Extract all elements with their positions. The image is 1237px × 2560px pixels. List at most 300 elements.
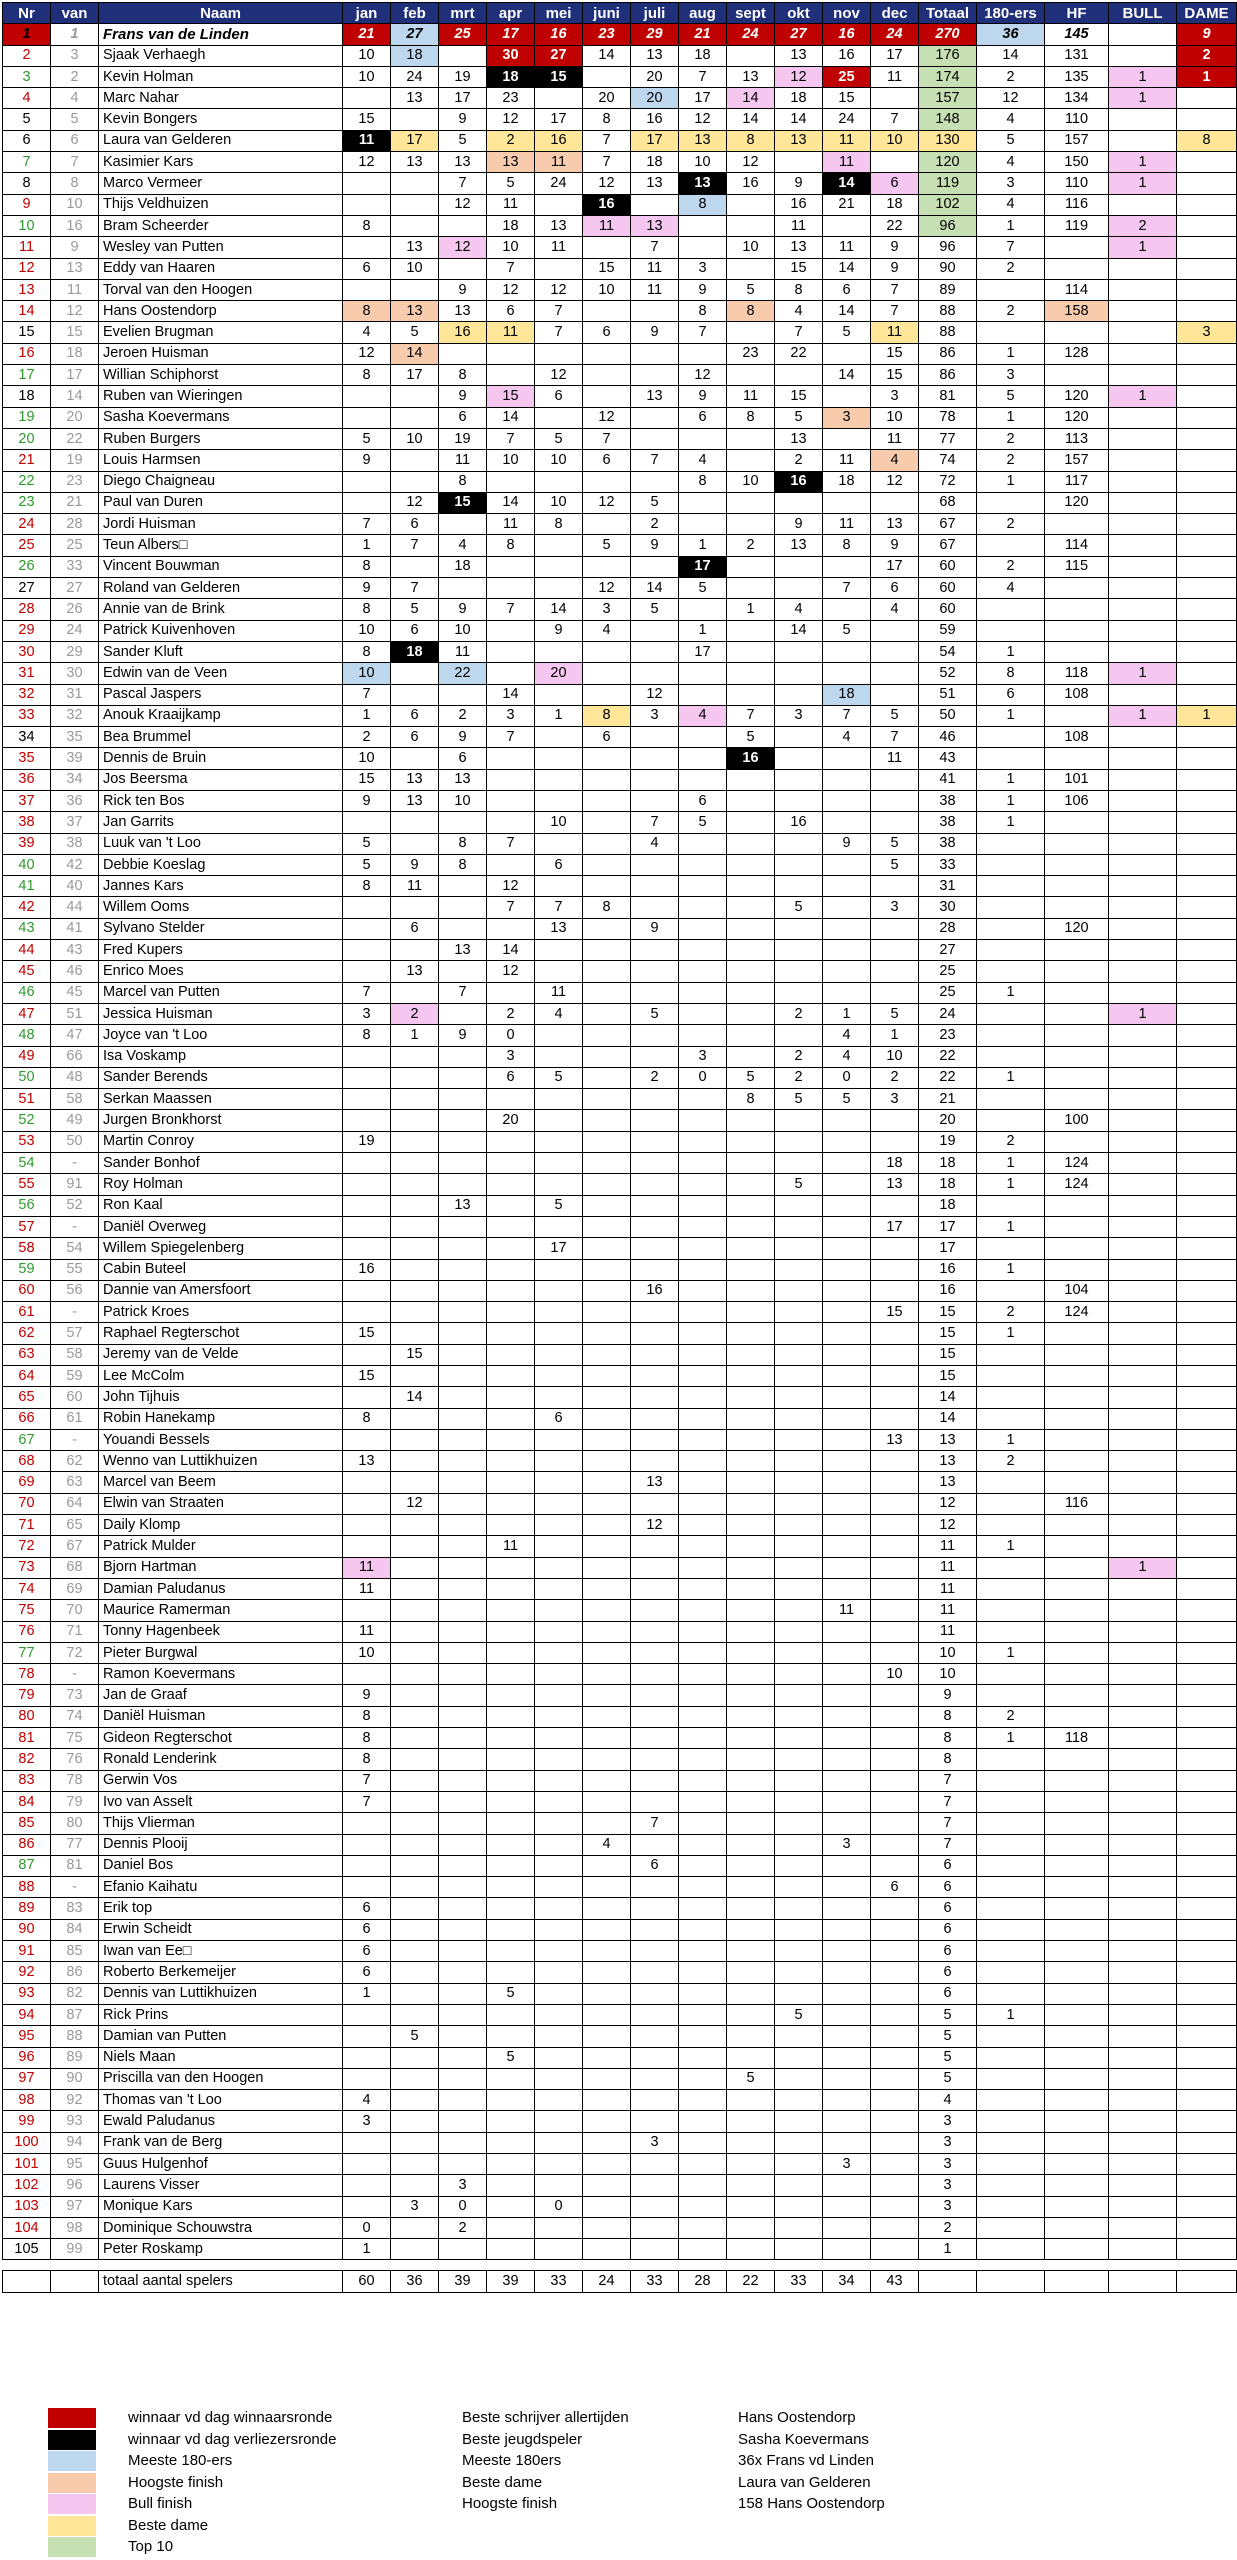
- player-name: Dominique Schouwstra: [99, 2217, 343, 2238]
- cell-feb: [391, 1855, 439, 1876]
- cell-apr: [487, 1451, 535, 1472]
- cell-jan: 11: [343, 130, 391, 151]
- cell-juni: [583, 343, 631, 364]
- cell-dec: 6: [871, 578, 919, 599]
- cell-180-ers: [977, 2090, 1045, 2111]
- cell-juni: [583, 1749, 631, 1770]
- cell-apr: [487, 1621, 535, 1642]
- cell-juli: [631, 897, 679, 918]
- cell-dame: [1177, 301, 1237, 322]
- cell-totaal: 59: [919, 620, 977, 641]
- cell-dec: 5: [871, 705, 919, 726]
- cell-dame: [1177, 1387, 1237, 1408]
- cell-jan: 6: [343, 1919, 391, 1940]
- table-row: [3, 2175, 1237, 2196]
- col-header-totaal[interactable]: Totaal: [919, 3, 977, 24]
- previous-rank-cell: -: [51, 1877, 99, 1898]
- cell-sept: [727, 940, 775, 961]
- cell-hf: [1045, 982, 1109, 1003]
- table-row: [3, 2068, 1237, 2089]
- cell-aug: [679, 1728, 727, 1749]
- cell-juni: [583, 2217, 631, 2238]
- cell-180-ers: [977, 1770, 1045, 1791]
- player-name: Daniël Overweg: [99, 1216, 343, 1237]
- cell-mei: [535, 727, 583, 748]
- table-row: [3, 1302, 1237, 1323]
- previous-rank-cell: 44: [51, 897, 99, 918]
- cell-mrt: [439, 1791, 487, 1812]
- cell-juli: [631, 1408, 679, 1429]
- cell-mei: [535, 1323, 583, 1344]
- cell-juli: [631, 1536, 679, 1557]
- col-header-sept[interactable]: sept: [727, 3, 775, 24]
- cell-feb: [391, 1600, 439, 1621]
- cell-mei: [535, 1216, 583, 1237]
- cell-hf: [1045, 1046, 1109, 1067]
- col-header-juni[interactable]: juni: [583, 3, 631, 24]
- cell-dec: 7: [871, 301, 919, 322]
- cell-mrt: [439, 961, 487, 982]
- cell-juni: [583, 2196, 631, 2217]
- cell-mrt: 16: [439, 322, 487, 343]
- legend-label: Hoogste finish: [128, 2473, 224, 2491]
- col-header-bull[interactable]: BULL: [1109, 3, 1177, 24]
- cell-okt: [775, 769, 823, 790]
- cell-mrt: 25: [439, 24, 487, 45]
- cell-hf: [1045, 705, 1109, 726]
- cell-aug: [679, 1366, 727, 1387]
- cell-jan: 12: [343, 152, 391, 173]
- cell-bull: [1109, 1089, 1177, 1110]
- col-header-okt[interactable]: okt: [775, 3, 823, 24]
- cell-sept: 5: [727, 1067, 775, 1088]
- col-header-mei[interactable]: mei: [535, 3, 583, 24]
- table-row: [3, 2111, 1237, 2132]
- cell-mrt: [439, 1536, 487, 1557]
- table-row: [3, 620, 1237, 641]
- player-name: Laura van Gelderen: [99, 130, 343, 151]
- cell-bull: [1109, 1770, 1177, 1791]
- cell-sept: [727, 2047, 775, 2068]
- month-player-count: 34: [823, 2271, 871, 2292]
- cell-mei: 12: [535, 365, 583, 386]
- rank-cell: 75: [3, 1600, 51, 1621]
- cell-dec: [871, 1791, 919, 1812]
- cell-juli: [631, 1941, 679, 1962]
- cell-sept: 16: [727, 173, 775, 194]
- cell-bull: [1109, 1493, 1177, 1514]
- cell-nov: [823, 1366, 871, 1387]
- cell-dec: [871, 1642, 919, 1663]
- col-header-180-ers[interactable]: 180-ers: [977, 3, 1045, 24]
- cell-hf: [1045, 1323, 1109, 1344]
- cell-aug: 13: [679, 173, 727, 194]
- cell-mei: 10: [535, 812, 583, 833]
- cell-mei: [535, 1153, 583, 1174]
- cell-totaal: 6: [919, 1962, 977, 1983]
- col-header-feb[interactable]: feb: [391, 3, 439, 24]
- cell-dame: 1: [1177, 66, 1237, 87]
- player-name: Damian Paludanus: [99, 1578, 343, 1599]
- cell-feb: 5: [391, 599, 439, 620]
- cell-sept: 5: [727, 279, 775, 300]
- cell-dame: [1177, 407, 1237, 428]
- cell-hf: [1045, 1344, 1109, 1365]
- previous-rank-cell: 41: [51, 918, 99, 939]
- cell-totaal: 8: [919, 1728, 977, 1749]
- cell-nov: [823, 1749, 871, 1770]
- cell-mrt: [439, 1983, 487, 2004]
- cell-180-ers: [977, 1493, 1045, 1514]
- cell-aug: [679, 1110, 727, 1131]
- cell-okt: [775, 727, 823, 748]
- cell-juni: 7: [583, 130, 631, 151]
- cell-bull: [1109, 1451, 1177, 1472]
- player-name: Patrick Mulder: [99, 1536, 343, 1557]
- table-row: [3, 1110, 1237, 1131]
- blank-cell: [51, 2271, 99, 2292]
- cell-hf: [1045, 1025, 1109, 1046]
- cell-dame: [1177, 152, 1237, 173]
- cell-mrt: 6: [439, 748, 487, 769]
- cell-apr: 14: [487, 492, 535, 513]
- cell-dec: 10: [871, 1664, 919, 1685]
- cell-mrt: [439, 1089, 487, 1110]
- cell-mei: [535, 1706, 583, 1727]
- cell-dec: [871, 1983, 919, 2004]
- cell-mrt: [439, 1216, 487, 1237]
- cell-mrt: [439, 1621, 487, 1642]
- cell-180-ers: 1: [977, 1642, 1045, 1663]
- cell-apr: [487, 1578, 535, 1599]
- cell-dec: [871, 1834, 919, 1855]
- previous-rank-cell: 29: [51, 641, 99, 662]
- ranking-table: [2, 2, 1237, 2293]
- cell-juni: [583, 301, 631, 322]
- cell-180-ers: 2: [977, 514, 1045, 535]
- cell-juli: [631, 1344, 679, 1365]
- rank-cell: 7: [3, 152, 51, 173]
- cell-hf: [1045, 1983, 1109, 2004]
- player-name: Gerwin Vos: [99, 1770, 343, 1791]
- table-row: [3, 237, 1237, 258]
- cell-okt: [775, 1153, 823, 1174]
- cell-mrt: 9: [439, 599, 487, 620]
- cell-juni: [583, 1302, 631, 1323]
- cell-mrt: [439, 2090, 487, 2111]
- cell-apr: [487, 1408, 535, 1429]
- cell-dec: [871, 1706, 919, 1727]
- cell-juli: [631, 194, 679, 215]
- player-name: Bea Brummel: [99, 727, 343, 748]
- player-name: Ewald Paludanus: [99, 2111, 343, 2132]
- cell-bull: [1109, 727, 1177, 748]
- player-name: Patrick Kroes: [99, 1302, 343, 1323]
- cell-aug: [679, 1003, 727, 1024]
- cell-mei: [535, 88, 583, 109]
- rank-cell: 61: [3, 1302, 51, 1323]
- cell-okt: [775, 1642, 823, 1663]
- cell-bull: [1109, 1983, 1177, 2004]
- cell-dec: [871, 152, 919, 173]
- cell-aug: 7: [679, 66, 727, 87]
- cell-hf: 117: [1045, 471, 1109, 492]
- cell-nov: [823, 556, 871, 577]
- cell-nov: 16: [823, 24, 871, 45]
- col-header-juli[interactable]: juli: [631, 3, 679, 24]
- cell-feb: [391, 450, 439, 471]
- cell-180-ers: 1: [977, 1259, 1045, 1280]
- rank-cell: 60: [3, 1280, 51, 1301]
- cell-jan: 1: [343, 1983, 391, 2004]
- rank-cell: 62: [3, 1323, 51, 1344]
- cell-180-ers: [977, 279, 1045, 300]
- cell-jan: 4: [343, 2090, 391, 2111]
- month-player-count: 33: [631, 2271, 679, 2292]
- col-header-hf[interactable]: HF: [1045, 3, 1109, 24]
- table-row: [3, 961, 1237, 982]
- cell-jan: 10: [343, 663, 391, 684]
- col-header-naam[interactable]: Naam: [99, 3, 343, 24]
- cell-feb: 7: [391, 535, 439, 556]
- cell-apr: [487, 556, 535, 577]
- cell-nov: [823, 1216, 871, 1237]
- cell-apr: 14: [487, 407, 535, 428]
- cell-nov: [823, 2132, 871, 2153]
- table-row: [3, 194, 1237, 215]
- cell-okt: [775, 1216, 823, 1237]
- cell-totaal: 67: [919, 535, 977, 556]
- rank-cell: 71: [3, 1515, 51, 1536]
- cell-jan: [343, 1089, 391, 1110]
- cell-feb: [391, 1898, 439, 1919]
- cell-juli: [631, 1195, 679, 1216]
- cell-nov: 3: [823, 2153, 871, 2174]
- cell-sept: [727, 365, 775, 386]
- cell-mrt: [439, 578, 487, 599]
- cell-juni: [583, 2175, 631, 2196]
- cell-180-ers: [977, 854, 1045, 875]
- cell-aug: 6: [679, 407, 727, 428]
- cell-mrt: [439, 876, 487, 897]
- cell-totaal: 86: [919, 365, 977, 386]
- cell-dame: [1177, 897, 1237, 918]
- cell-bull: [1109, 514, 1177, 535]
- cell-dame: [1177, 109, 1237, 130]
- previous-rank-cell: 34: [51, 769, 99, 790]
- previous-rank-cell: 25: [51, 535, 99, 556]
- cell-feb: [391, 109, 439, 130]
- cell-mrt: [439, 1067, 487, 1088]
- award-title: Beste dame: [462, 2473, 543, 2491]
- cell-apr: 6: [487, 1067, 535, 1088]
- cell-dec: 15: [871, 1302, 919, 1323]
- cell-aug: [679, 514, 727, 535]
- cell-jan: 7: [343, 982, 391, 1003]
- cell-nov: [823, 1429, 871, 1450]
- cell-hf: 114: [1045, 279, 1109, 300]
- cell-dame: [1177, 748, 1237, 769]
- cell-bull: [1109, 2132, 1177, 2153]
- cell-dame: [1177, 812, 1237, 833]
- col-header-jan[interactable]: jan: [343, 3, 391, 24]
- cell-180-ers: [977, 1238, 1045, 1259]
- col-header-nov[interactable]: nov: [823, 3, 871, 24]
- cell-mei: [535, 2090, 583, 2111]
- cell-aug: [679, 2090, 727, 2111]
- cell-juni: [583, 514, 631, 535]
- cell-hf: [1045, 1578, 1109, 1599]
- previous-rank-cell: 45: [51, 982, 99, 1003]
- cell-juli: [631, 1983, 679, 2004]
- cell-jan: [343, 194, 391, 215]
- cell-dec: [871, 88, 919, 109]
- cell-bull: [1109, 876, 1177, 897]
- cell-180-ers: 1: [977, 1323, 1045, 1344]
- cell-hf: [1045, 1408, 1109, 1429]
- cell-okt: [775, 1366, 823, 1387]
- cell-sept: [727, 2004, 775, 2025]
- previous-rank-cell: 32: [51, 705, 99, 726]
- cell-dec: [871, 1472, 919, 1493]
- previous-rank-cell: 10: [51, 194, 99, 215]
- cell-totaal: 6: [919, 1855, 977, 1876]
- cell-hf: [1045, 1791, 1109, 1812]
- cell-juli: [631, 1110, 679, 1131]
- cell-sept: [727, 1898, 775, 1919]
- cell-juni: 8: [583, 897, 631, 918]
- col-header-van[interactable]: van: [51, 3, 99, 24]
- cell-nov: [823, 1898, 871, 1919]
- player-name: Youandi Bessels: [99, 1429, 343, 1450]
- cell-bull: [1109, 790, 1177, 811]
- cell-juli: [631, 769, 679, 790]
- cell-dame: [1177, 1877, 1237, 1898]
- cell-mrt: [439, 1834, 487, 1855]
- cell-juni: [583, 2047, 631, 2068]
- cell-feb: 7: [391, 578, 439, 599]
- cell-aug: 0: [679, 1067, 727, 1088]
- spacer-cell: [631, 2260, 679, 2271]
- cell-juli: [631, 1578, 679, 1599]
- player-name: Dannie van Amersfoort: [99, 1280, 343, 1301]
- cell-nov: [823, 854, 871, 875]
- cell-bull: [1109, 1259, 1177, 1280]
- cell-jan: 5: [343, 428, 391, 449]
- cell-hf: 116: [1045, 1493, 1109, 1514]
- col-header-dec[interactable]: dec: [871, 3, 919, 24]
- rank-cell: 95: [3, 2026, 51, 2047]
- cell-totaal: 7: [919, 1813, 977, 1834]
- col-header-mrt[interactable]: mrt: [439, 3, 487, 24]
- cell-dame: [1177, 1110, 1237, 1131]
- cell-dec: 5: [871, 833, 919, 854]
- rank-cell: 101: [3, 2153, 51, 2174]
- cell-nov: [823, 1493, 871, 1514]
- cell-mrt: [439, 1259, 487, 1280]
- previous-rank-cell: 61: [51, 1408, 99, 1429]
- cell-jan: 9: [343, 450, 391, 471]
- cell-apr: [487, 578, 535, 599]
- rank-cell: 11: [3, 237, 51, 258]
- cell-bull: [1109, 24, 1177, 45]
- col-header-aug[interactable]: aug: [679, 3, 727, 24]
- cell-nov: [823, 2239, 871, 2260]
- player-name: Cabin Buteel: [99, 1259, 343, 1280]
- cell-dame: [1177, 854, 1237, 875]
- cell-juni: [583, 1770, 631, 1791]
- cell-juni: [583, 940, 631, 961]
- player-name: Jessica Huisman: [99, 1003, 343, 1024]
- col-header-dame[interactable]: DAME: [1177, 3, 1237, 24]
- cell-bull: [1109, 2068, 1177, 2089]
- cell-mei: [535, 1515, 583, 1536]
- previous-rank-cell: 62: [51, 1451, 99, 1472]
- cell-feb: [391, 2132, 439, 2153]
- cell-jan: 8: [343, 876, 391, 897]
- cell-okt: 13: [775, 45, 823, 66]
- cell-dec: 18: [871, 1153, 919, 1174]
- cell-juni: [583, 1387, 631, 1408]
- cell-nov: [823, 2090, 871, 2111]
- cell-mrt: [439, 1642, 487, 1663]
- col-header-apr[interactable]: apr: [487, 3, 535, 24]
- cell-apr: [487, 2004, 535, 2025]
- cell-180-ers: 1: [977, 2004, 1045, 2025]
- player-name: Jordi Huisman: [99, 514, 343, 535]
- cell-nov: [823, 1642, 871, 1663]
- cell-juli: 3: [631, 705, 679, 726]
- cell-juli: [631, 1770, 679, 1791]
- cell-totaal: 25: [919, 961, 977, 982]
- cell-totaal: 16: [919, 1259, 977, 1280]
- cell-totaal: 88: [919, 301, 977, 322]
- cell-juli: [631, 620, 679, 641]
- table-row: [3, 386, 1237, 407]
- cell-okt: [775, 1472, 823, 1493]
- cell-feb: [391, 1877, 439, 1898]
- cell-sept: [727, 1877, 775, 1898]
- cell-aug: 8: [679, 301, 727, 322]
- rank-cell: 68: [3, 1451, 51, 1472]
- cell-totaal: 15: [919, 1344, 977, 1365]
- cell-okt: [775, 1493, 823, 1514]
- previous-rank-cell: 27: [51, 578, 99, 599]
- cell-bull: [1109, 1536, 1177, 1557]
- cell-mrt: [439, 1749, 487, 1770]
- player-name: Ron Kaal: [99, 1195, 343, 1216]
- rank-cell: 97: [3, 2068, 51, 2089]
- table-row: [3, 940, 1237, 961]
- cell-juni: 16: [583, 194, 631, 215]
- cell-aug: [679, 2196, 727, 2217]
- cell-mei: 5: [535, 1195, 583, 1216]
- cell-mrt: [439, 1280, 487, 1301]
- cell-sept: [727, 1451, 775, 1472]
- col-header-nr[interactable]: Nr: [3, 3, 51, 24]
- cell-bull: [1109, 1025, 1177, 1046]
- cell-okt: [775, 1855, 823, 1876]
- cell-juli: [631, 1216, 679, 1237]
- cell-jan: [343, 2068, 391, 2089]
- cell-dame: [1177, 961, 1237, 982]
- cell-nov: 4: [823, 727, 871, 748]
- cell-okt: [775, 684, 823, 705]
- cell-feb: [391, 1302, 439, 1323]
- award-winner: Hans Oostendorp: [738, 2409, 856, 2426]
- cell-bull: [1109, 258, 1177, 279]
- cell-juni: [583, 1323, 631, 1344]
